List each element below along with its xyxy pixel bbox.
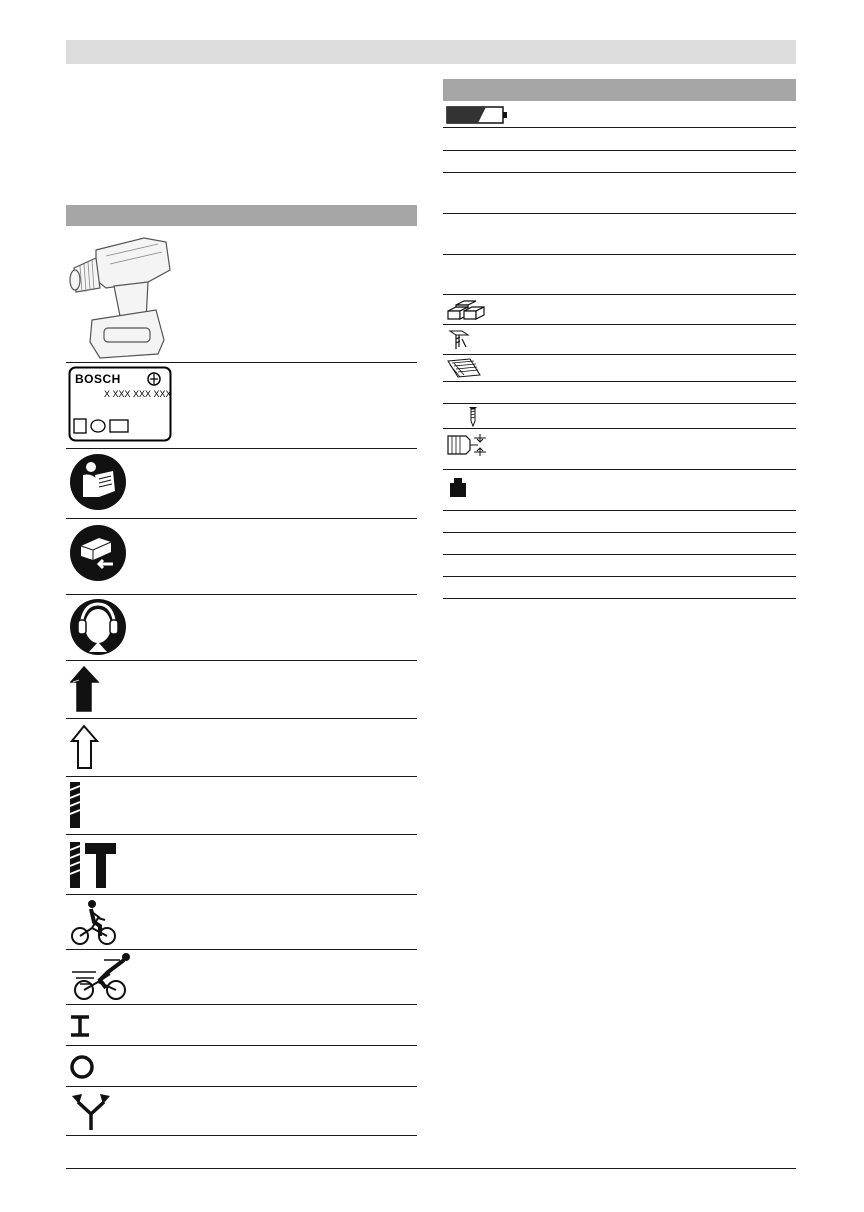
page-header-bar xyxy=(66,40,796,64)
cyclist-slow-icon xyxy=(70,898,118,946)
screw-icon xyxy=(467,405,479,427)
fork-arrows-icon xyxy=(70,1092,112,1132)
battery-charge-icon xyxy=(446,105,508,125)
i-beam-icon xyxy=(70,1015,90,1037)
row-divider xyxy=(443,213,796,214)
row-divider xyxy=(66,660,417,661)
row-divider xyxy=(66,1004,417,1005)
weight-icon xyxy=(448,476,468,498)
row-divider xyxy=(443,428,796,429)
page-footer-line xyxy=(66,1168,796,1169)
row-divider xyxy=(66,1135,417,1136)
left-table-header xyxy=(66,205,417,226)
row-divider xyxy=(66,594,417,595)
wood-drill-icon xyxy=(446,357,482,379)
row-divider xyxy=(443,532,796,533)
row-divider xyxy=(443,127,796,128)
hearing-protection-icon xyxy=(69,598,127,656)
battery-remove-icon xyxy=(69,524,127,582)
row-divider xyxy=(443,150,796,151)
row-divider xyxy=(443,510,796,511)
arrow-up-filled-icon xyxy=(70,666,102,712)
row-divider xyxy=(443,576,796,577)
cyclist-fast-icon xyxy=(70,952,138,1002)
row-divider xyxy=(443,381,796,382)
row-divider xyxy=(66,718,417,719)
circle-outline-icon xyxy=(69,1054,95,1080)
steel-drill-icon xyxy=(448,327,470,351)
row-divider xyxy=(66,362,417,363)
row-divider xyxy=(443,354,796,355)
row-divider xyxy=(66,518,417,519)
cordless-drill-icon xyxy=(66,230,176,360)
row-divider xyxy=(443,598,796,599)
drill-bit-icon xyxy=(68,780,82,830)
row-divider xyxy=(66,1045,417,1046)
row-divider xyxy=(443,324,796,325)
row-divider xyxy=(443,294,796,295)
row-divider xyxy=(443,554,796,555)
row-divider xyxy=(443,254,796,255)
row-divider xyxy=(66,776,417,777)
hammer-drill-icon xyxy=(68,840,118,890)
row-divider xyxy=(66,1086,417,1087)
arrow-up-outline-icon xyxy=(70,724,102,770)
nameplate-brand: BOSCH xyxy=(75,372,121,386)
row-divider xyxy=(66,448,417,449)
row-divider xyxy=(66,834,417,835)
chuck-clamping-range-icon xyxy=(446,432,488,458)
row-divider xyxy=(66,894,417,895)
row-divider xyxy=(443,469,796,470)
row-divider xyxy=(66,949,417,950)
nameplate-number: X XXX XXX XXX xyxy=(104,389,172,399)
read-manual-icon xyxy=(69,453,127,511)
right-table-header xyxy=(443,79,796,101)
masonry-bricks-icon xyxy=(446,297,486,321)
row-divider xyxy=(443,172,796,173)
row-divider xyxy=(443,403,796,404)
